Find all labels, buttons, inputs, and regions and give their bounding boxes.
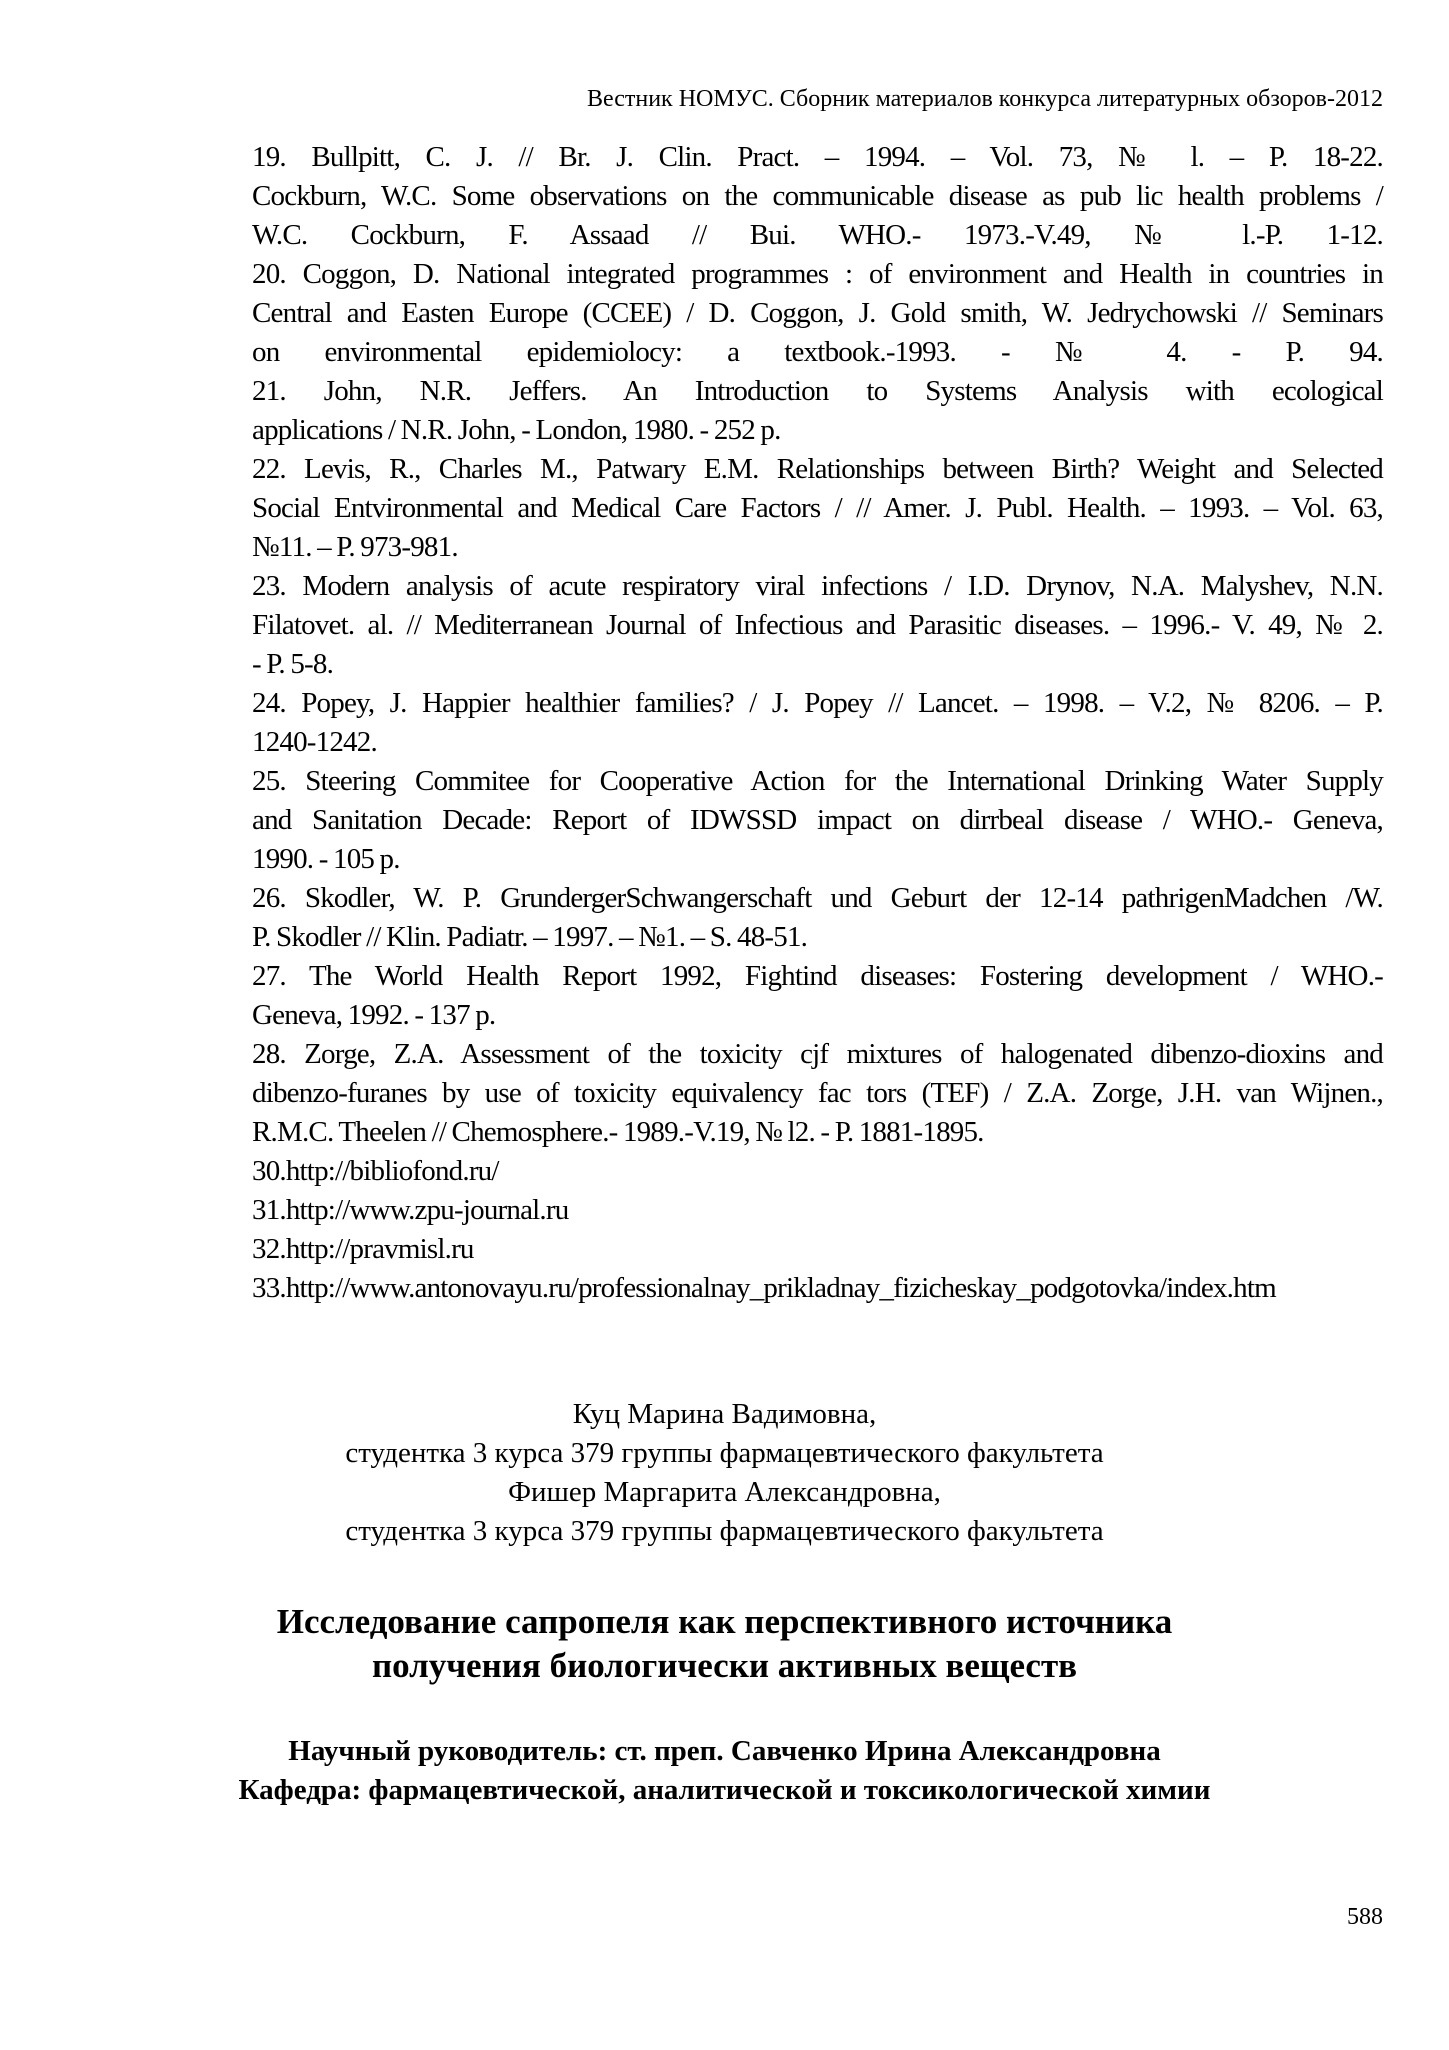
supervisor-block — [0, 1732, 1449, 1810]
reference-line: 25. Steering Commitee for Cooperative Action for the International Drinking Water Supply — [252, 765, 1383, 797]
reference-line: №11. – P. 973-981. — [252, 531, 458, 563]
reference-line: 26. Skodler, W. P. GrundergerSchwangerschaft und Geburt der 12-14 pathrigenMadchen /W. — [252, 882, 1383, 914]
reference-line: Social Entvironmental and Medical Care Factors / // Amer. J. Publ. Health. – 1993. – Vol. 63, — [252, 492, 1383, 524]
author-block — [0, 1395, 1449, 1551]
reference-url: 32.http://pravmisl.ru — [252, 1233, 474, 1265]
author-affiliation: студентка 3 курса 379 группы фармацевтического факультета — [345, 1437, 1104, 1469]
reference-line: and Sanitation Decade: Report of IDWSSD impact on dirrbeal disease / WHO.- Geneva, — [252, 804, 1383, 836]
author-affiliation: студентка 3 курса 379 группы фармацевтического факультета — [345, 1515, 1104, 1547]
reference-line: R.M.C. Theelen // Chemosphere.- 1989.-V.19, № l2. - P. 1881-1895. — [252, 1116, 984, 1148]
title-line: получения биологически активных веществ — [371, 1646, 1078, 1685]
author-name: Фишер Маргарита Александровна, — [508, 1476, 941, 1508]
page-number: 588 — [1347, 1904, 1383, 1930]
reference-line: Geneva, 1992. - 137 p. — [252, 999, 496, 1031]
reference-line: Filatovet. al. // Mediterranean Journal of Infectious and Parasitic diseases. – 1996.- V. 49, № 2. — [252, 609, 1383, 641]
author-name: Куц Марина Вадимовна, — [572, 1398, 877, 1430]
reference-line: 19. Bullpitt, C. J. // Br. J. Clin. Pract. – 1994. – Vol. 73, № l. – P. 18-22. — [252, 141, 1383, 173]
reference-line: dibenzo-furanes by use of toxicity equivalency fac tors (TEF) / Z.A. Zorge, J.H. van Wijnen., — [252, 1077, 1383, 1109]
supervisor-line: Научный руководитель: ст. преп. Савченко Ирина Александровна — [288, 1735, 1161, 1767]
title-line: Исследование сапропеля как перспективного источника — [276, 1602, 1173, 1641]
reference-line: - P. 5-8. — [252, 648, 334, 680]
article-title — [0, 1600, 1449, 1688]
reference-line: P. Skodler // Klin. Padiatr. – 1997. – №1. – S. 48-51. — [252, 921, 808, 953]
reference-line: 21. John, N.R. Jeffers. An Introduction to Systems Analysis with ecological — [252, 375, 1383, 407]
reference-line: on environmental epidemiolocy: a textbook.-1993. - № 4. - P. 94. — [252, 336, 1383, 368]
reference-line: Central and Easten Europe (CCEE) / D. Coggon, J. Gold smith, W. Jedrychowski // Seminars — [252, 297, 1383, 329]
reference-line: 24. Popey, J. Happier healthier families? / J. Popey // Lancet. – 1998. – V.2, № 8206. – P. — [252, 687, 1383, 719]
reference-line: 20. Coggon, D. National integrated programmes : of environment and Health in countries in — [252, 258, 1383, 290]
reference-url: 31.http://www.zpu-journal.ru — [252, 1194, 569, 1226]
reference-line: 27. The World Health Report 1992, Fightind diseases: Fostering development / WHO.- — [252, 960, 1383, 992]
reference-url: 30.http://bibliofond.ru/ — [252, 1155, 499, 1187]
reference-line: 22. Levis, R., Charles M., Patwary E.M. Relationships between Birth? Weight and Selected — [252, 453, 1383, 485]
reference-line: 1990. - 105 p. — [252, 843, 400, 875]
reference-list — [252, 138, 1383, 1308]
reference-line: Cockburn, W.C. Some observations on the communicable disease as pub lic health problems / — [252, 180, 1383, 212]
reference-line: applications / N.R. John, - London, 1980. - 252 p. — [252, 414, 781, 446]
reference-line: 23. Modern analysis of acute respiratory viral infections / I.D. Drynov, N.A. Malyshev, N.N. — [252, 570, 1383, 602]
reference-url: 33.http://www.antonovayu.ru/professionalnay_prikladnay_fizicheskay_podgotovka/index.htm — [252, 1272, 1276, 1304]
department-line: Кафедра: фармацевтической, аналитической и токсикологической химии — [238, 1774, 1211, 1806]
reference-line: W.C. Cockburn, F. Assaad // Bui. WHO.- 1973.-V.49, № l.-P. 1-12. — [252, 219, 1383, 251]
running-header: Вестник НОМУС. Сборник материалов конкурса литературных обзоров-2012 — [586, 86, 1383, 112]
reference-line: 28. Zorge, Z.A. Assessment of the toxicity cjf mixtures of halogenated dibenzo-dioxins and — [252, 1038, 1383, 1070]
reference-line: 1240-1242. — [252, 726, 377, 758]
